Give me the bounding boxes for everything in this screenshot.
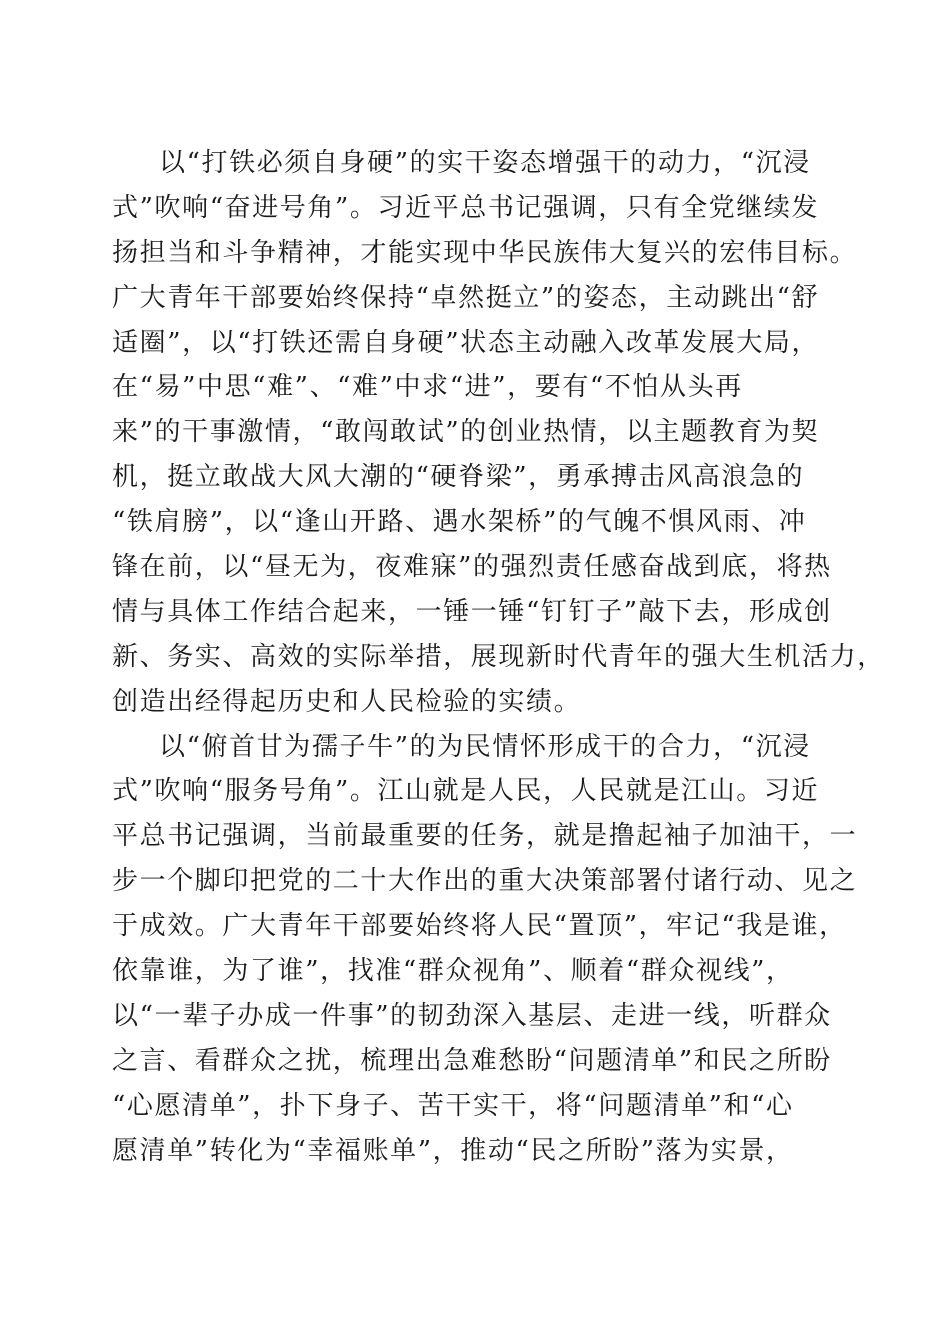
text-line: 以“打铁必须自身硬”的实干姿态增强干的动力，“沉浸 — [159, 148, 811, 178]
text-line: 愿清单”转化为“幸福账单”，推动“民之所盼”落为实景， — [112, 1135, 794, 1166]
text-line: 以“俯首甘为孺子牛”的为民情怀形成干的合力，“沉浸 — [159, 731, 811, 762]
text-line: 依靠谁，为了谁”，找准“群众视角”、顺着“群众视线”， — [112, 956, 794, 987]
text-line: 步一个脚印把党的二十大作出的重大决策部署付诸行动、见之 — [112, 866, 858, 897]
text-line: 在“易”中思“难”、“难”中求“进”，要有“不怕从头再 — [112, 372, 743, 403]
paragraph-2 — [112, 725, 858, 1174]
text-line: 式”吹响“服务号角”。江山就是人民，人民就是江山。习近 — [112, 776, 820, 807]
text-line: 新、务实、高效的实际举措，展现新时代青年的强大生机活力， — [112, 641, 885, 672]
text-line: 之言、看群众之扰，梳理出急难愁盼“问题清单”和民之所盼 — [112, 1045, 832, 1076]
paragraph-1 — [112, 141, 885, 725]
text-line: 扬担当和斗争精神，才能实现中华民族伟大复兴的宏伟目标。 — [112, 237, 858, 268]
text-line: “铁肩膀”，以“逢山开路、遇水架桥”的气魄不惧风雨、冲 — [112, 507, 807, 538]
text-line: 机，挺立敢战大风大潮的“硬脊梁”，勇承搏击风高浪急的 — [112, 462, 805, 493]
text-line: 创造出经得起历史和人民检验的实绩。 — [112, 686, 582, 717]
text-line: 平总书记强调，当前最重要的任务，就是撸起袖子加油干，一 — [112, 821, 858, 852]
text-line: 来”的干事激情，“敢闯敢试”的创业热情，以主题教育为契 — [112, 417, 820, 448]
text-line: 适圈”，以“打铁还需自身硬”状态主动融入改革发展大局， — [112, 327, 820, 358]
text-line: 情与具体工作结合起来，一锤一锤“钉钉子”敲下去，形成创 — [112, 596, 832, 627]
text-line: 于成效。广大青年干部要始终将人民“置顶”，牢记“我是谁， — [112, 911, 847, 942]
document-body — [112, 141, 885, 1173]
text-line: 锋在前，以“昼无为，夜难寐”的强烈责任感奋战到底，将热 — [112, 552, 832, 583]
text-line: “心愿清单”，扑下身子、苦干实干，将“问题清单”和“心 — [112, 1090, 794, 1121]
text-line: 广大青年干部要始终保持“卓然挺立”的姿态，主动跳出“舒 — [112, 282, 820, 313]
text-line: 式”吹响“奋进号角”。习近平总书记强调，只有全党继续发 — [112, 192, 820, 223]
text-line: 以“一辈子办成一件事”的韧劲深入基层、走进一线，听群众 — [112, 1000, 832, 1031]
